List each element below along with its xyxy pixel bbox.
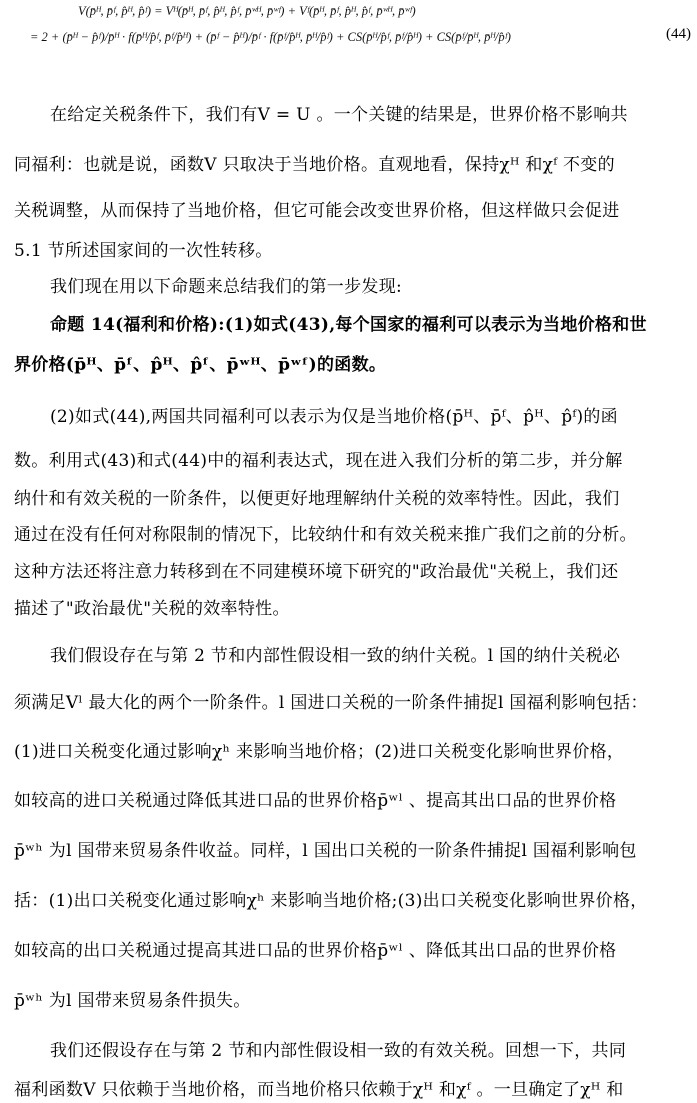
proposition-title-line: 命题 14(福利和价格):(1)如式(43),每个国家的福利可以表示为当地价格和世	[50, 315, 647, 335]
paragraph-line: 我们现在用以下命题来总结我们的第一步发现:	[50, 277, 403, 297]
paragraph-line: 我们还假设存在与第 2 节和内部性假设相一致的有效关税。回想一下，共同	[50, 1041, 627, 1061]
paragraph-line: 纳什和有效关税的一阶条件，以便更好地理解纳什关税的效率特性。因此，我们	[14, 489, 620, 509]
paragraph-line: 同福利：也就是说，函数V 只取决于当地价格。直观地看，保持χᴴ 和χᶠ 不变的	[14, 155, 615, 175]
paragraph-line: 须满足Vˡ 最大化的两个一阶条件。l 国进口关税的一阶条件捕捉l 国福利影响包括：	[14, 693, 648, 713]
paragraph-line: p̄ʷʰ 为l 国带来贸易条件收益。同样，l 国出口关税的一阶条件捕捉l 国福利影响包	[14, 841, 637, 861]
paragraph-line: 描述了"政治最优"关税的效率特性。	[14, 599, 290, 619]
paragraph-line: 数。利用式(43)和式(44)中的福利表达式，现在进入我们分析的第二步，并分解	[14, 451, 623, 471]
equation-44-line-2: = 2 + (p̄ᴴ − p̂ᶠ)/p̄ᴴ · f(p̄ᴴ/p̂ᶠ, p̄ᶠ/p̂ᴴ) + (p̄ᶠ − p̂ᴴ)/p̄ᶠ · f(p̄ᶠ/p̂ᴴ, p̄ᴴ/p̂ᶠ) + CS(p̄ᴴ/p̂ᶠ, p̄ᶠ/p̂ᴴ) + CS(p̄ᶠ/p̄ᴴ, p̄ᴴ/p̂ᶠ)	[30, 30, 511, 44]
paragraph-line: 括：(1)出口关税变化通过影响χʰ 来影响当地价格;(3)出口关税变化影响世界价格，	[14, 891, 648, 911]
paragraph-line: 关税调整，从而保持了当地价格，但它可能会改变世界价格，但这样做只会促进	[14, 201, 620, 221]
proposition-line: 界价格(p̄ᴴ、p̄ᶠ、p̂ᴴ、p̂ᶠ、p̄ʷᴴ、p̄ʷᶠ)的函数。	[14, 355, 387, 375]
paragraph-line: (2)如式(44),两国共同福利可以表示为仅是当地价格(p̄ᴴ、p̄ᶠ、p̂ᴴ、p̂ᶠ)的函	[50, 407, 618, 427]
paragraph-line: 福利函数V 只依赖于当地价格，而当地价格只依赖于χᴴ 和χᶠ 。一旦确定了χᴴ 和	[14, 1080, 624, 1100]
paragraph-line: (1)进口关税变化通过影响χʰ 来影响当地价格；(2)进口关税变化影响世界价格，	[14, 742, 625, 762]
paragraph-line: 如较高的出口关税通过提高其进口品的世界价格p̄ʷˡ 、降低其出口品的世界价格	[14, 941, 617, 961]
paragraph-line: 如较高的进口关税通过降低其进口品的世界价格p̄ʷˡ 、提高其出口品的世界价格	[14, 791, 617, 811]
paragraph-line: 通过在没有任何对称限制的情况下，比较纳什和有效关税来推广我们之前的分析。	[14, 525, 637, 545]
paragraph-line: 这种方法还将注意力转移到在不同建模环境下研究的"政治最优"关税上，我们还	[14, 562, 619, 582]
paragraph-line: 我们假设存在与第 2 节和内部性假设相一致的纳什关税。l 国的纳什关税必	[50, 646, 621, 666]
paragraph-line: p̄ʷʰ 为l 国带来贸易条件损失。	[14, 991, 251, 1011]
paragraph-line: 5.1 节所述国家间的一次性转移。	[14, 241, 273, 261]
equation-number: (44)	[666, 26, 691, 42]
equation-44-line-1: V(p̄ᴴ, p̄ᶠ, p̂ᴴ, p̂ᶠ) = Vᴴ(p̄ᴴ, p̄ᶠ, p̂ᴴ, p̂ᶠ, p̄ʷᴴ, p̄ʷᶠ) + Vᶠ(p̄ᴴ, p̄ᶠ, p̂ᴴ, p̂ᶠ, p̄ʷᴴ, p̄ʷᶠ)	[78, 4, 416, 18]
paragraph-line: 在给定关税条件下，我们有V = U 。一个关键的结果是，世界价格不影响共	[50, 105, 628, 125]
